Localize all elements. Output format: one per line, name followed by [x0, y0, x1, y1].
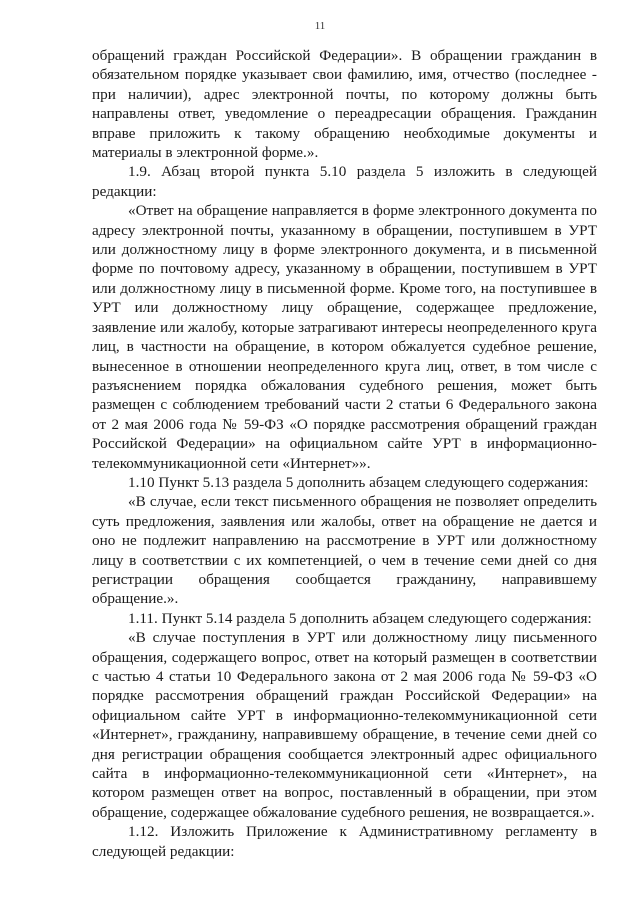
paragraph-item-1-9: 1.9. Абзац второй пункта 5.10 раздела 5 изложить в следующей редакции:: [92, 163, 597, 200]
document-body: [92, 46, 597, 861]
paragraph-quote-5-14: «В случае поступления в УРТ или должностному лицу письменного обращения, содержащего вопрос, ответ на который размещен в соответствии с частью 4 статьи 10 Федерального закона от 2 мая 2006 года № 59-ФЗ «О порядке рассмотрения обращений граждан Российской Федерации» на официальном сайте УРТ в информационно-телекоммуникационной сети «Интернет», гражданину, направившему обращение, в течение семи дней со дня регистрации обращения сообщается электронный адрес официального сайта в информационно-телекоммуникационной сети «Интернет», на котором размещен ответ на вопрос, поставленный в обращении, при этом обращение, содержащее обжалование судебного решения, не возвращается.».: [92, 629, 597, 821]
paragraph-item-1-10: 1.10 Пункт 5.13 раздела 5 дополнить абзацем следующего содержания:: [128, 473, 589, 491]
paragraph-item-1-11: 1.11. Пункт 5.14 раздела 5 дополнить абзацем следующего содержания:: [128, 609, 592, 627]
paragraph-item-1-12: 1.12. Изложить Приложение к Административному регламенту в следующей редакции:: [92, 823, 597, 860]
paragraph-quote-5-10: «Ответ на обращение направляется в форме электронного документа по адресу электронной почты, указанному в обращении, поступившем в УРТ или должностному лицу в форме электронного документа, и в письменной форме по почтовому адресу, указанному в обращении, поступившем в УРТ или должностному лицу в письменной форме. Кроме того, на поступившее в УРТ или должностному лицу обращение, содержащее предложение, заявление или жалобу, которые затрагивают интересы неопределенного круга лиц, в частности на обращение, в котором обжалуется судебное решение, вынесенное в отношении неопределенного круга лиц, ответ, в том числе с разъяснением порядка обжалования судебного решения, может быть размещен с соблюдением требований части 2 статьи 6 Федерального закона от 2 мая 2006 года № 59-ФЗ «О порядке рассмотрения обращений граждан Российской Федерации» на официальном сайте УРТ в информационно-телекоммуникационной сети «Интернет»».: [92, 202, 597, 472]
page-number: 11: [314, 20, 326, 32]
paragraph-quote-5-13: «В случае, если текст письменного обращения не позволяет определить суть предложения, заявления или жалобы, ответ на обращение не дается и оно не подлежит направлению на рассмотрение в УРТ или должностному лицу в соответствии с их компетенцией, о чем в течение семи дней со дня регистрации обращения сообщается гражданину, направившему обращение.».: [92, 493, 597, 608]
paragraph-continuation: обращений граждан Российской Федерации». В обращении гражданин в обязательном порядке указывает свои фамилию, имя, отчество (последнее - при наличии), адрес электронной почты, по которому должны быть направлены ответ, уведомление о переадресации обращения. Гражданин вправе приложить к такому обращению необходимые документы и материалы в электронной форме.».: [92, 47, 597, 162]
